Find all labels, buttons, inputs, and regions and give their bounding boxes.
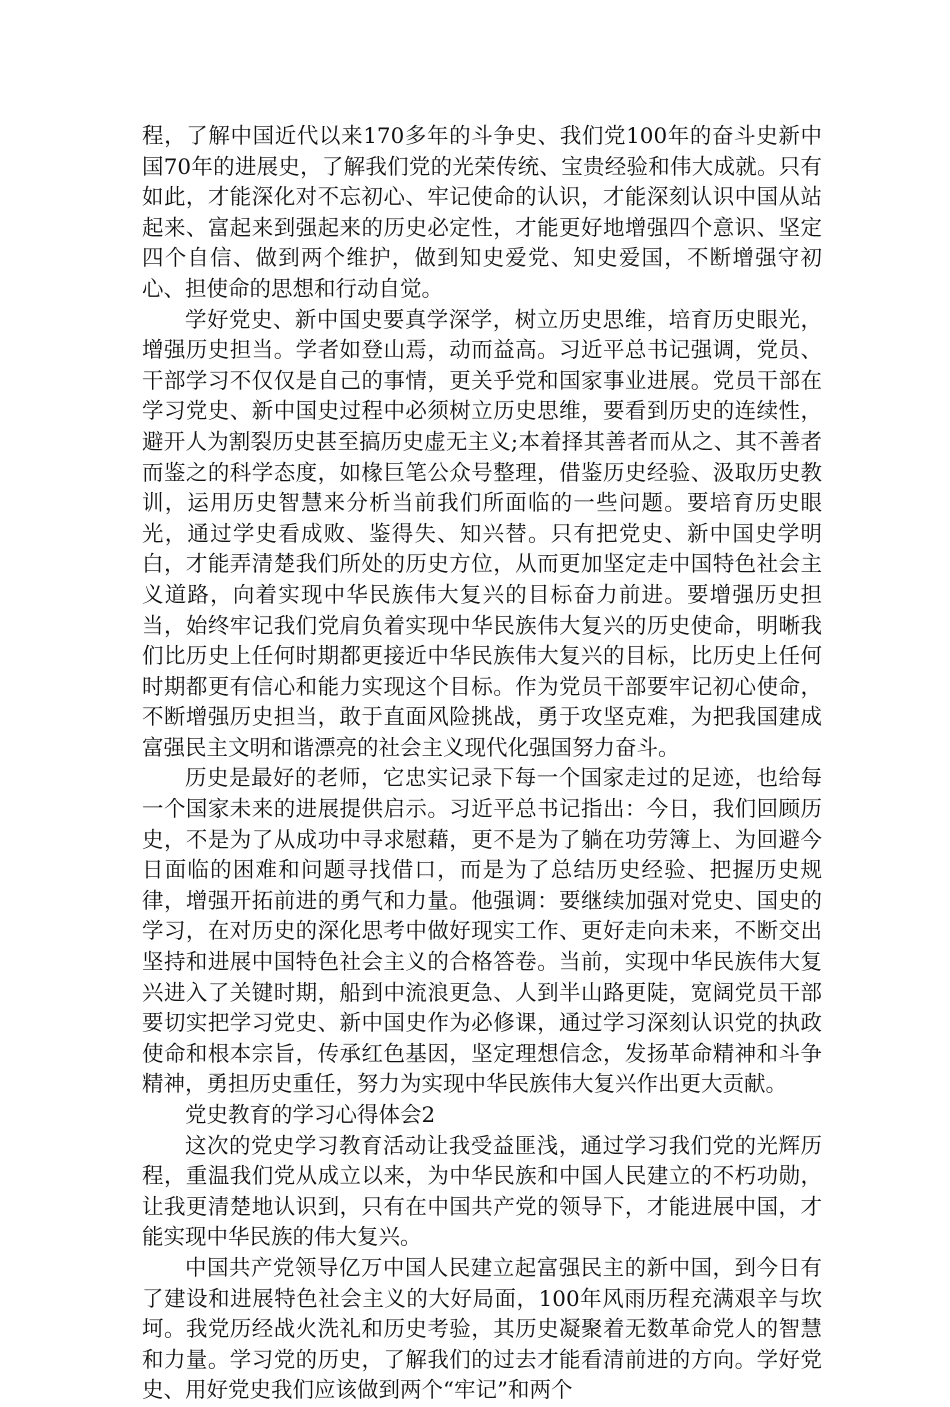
paragraph-2: 学好党史、新中国史要真学深学，树立历史思维，培育历史眼光，增强历史担当。学者如登山焉，动而益高。习近平总书记强调，党员、干部学习不仅仅是自己的事情，更关乎党和国家事业进展。党员干部在学习党史、新中国史过程中必须树立历史思维，要看到历史的连续性，避开人为割裂历史甚至搞历史虚无主义;本着择其善者而从之、其不善者而鉴之的科学态度，如椽巨笔公众号整理，借鉴历史经验、汲取历史教训，运用历史智慧来分析当前我们所面临的一些问题。要培育历史眼光，通过学史看成败、鉴得失、知兴替。只有把党史、新中国史学明白，才能弄清楚我们所处的历史方位，从而更加坚定走中国特色社会主义道路，向着实现中华民族伟大复兴的目标奋力前进。要增强历史担当，始终牢记我们党肩负着实现中华民族伟大复兴的历史使命，明晰我们比历史上任何时期都更接近中华民族伟大复兴的目标，比历史上任何时期都更有信心和能力实现这个目标。作为党员干部要牢记初心使命，不断增强历史担当，敢于直面风险挑战，勇于攻坚克难，为把我国建成富强民主文明和谐漂亮的社会主义现代化强国努力奋斗。 (142, 307, 822, 761)
paragraph-5: 中国共产党领导亿万中国人民建立起富强民主的新中国，到今日有了建设和进展特色社会主义的大好局面，100年风雨历程充满艰辛与坎坷。我党历经战火洗礼和历史考验，其历史凝聚着无数革命党人的智慧和力量。学习党的历史，了解我们的过去才能看清前进的方向。学好党史、用好党史我们应该做到两个“牢记”和两个 (142, 1255, 822, 1404)
section-heading: 党史教育的学习心得体会2 (185, 1103, 436, 1128)
paragraph-4: 这次的党史学习教育活动让我受益匪浅，通过学习我们党的光辉历程，重温我们党从成立以来，为中华民族和中国人民建立的不朽功勋，让我更清楚地认识到，只有在中国共产党的领导下，才能进展中国，才能实现中华民族的伟大复兴。 (142, 1133, 822, 1251)
paragraph-3: 历史是最好的老师，它忠实记录下每一个国家走过的足迹，也给每一个国家未来的进展提供启示。习近平总书记指出：今日，我们回顾历史，不是为了从成功中寻求慰藉，更不是为了躺在功劳簿上、为回避今日面临的困难和问题寻找借口，而是为了总结历史经验、把握历史规律，增强开拓前进的勇气和力量。他强调：要继续加强对党史、国史的学习，在对历史的深化思考中做好现实工作、更好走向未来，不断交出坚持和进展中国特色社会主义的合格答卷。当前，实现中华民族伟大复兴进入了关键时期，船到中流浪更急、人到半山路更陡，宽阔党员干部要切实把学习党史、新中国史作为必修课，通过学习深刻认识党的执政使命和根本宗旨，传承红色基因，坚定理想信念，发扬革命精神和斗争精神，勇担历史重任，努力为实现中华民族伟大复兴作出更大贡献。 (142, 766, 822, 1098)
paragraph-1: 程，了解中国近代以来170多年的斗争史、我们党100年的奋斗史新中国70年的进展史，了解我们党的光荣传统、宝贵经验和伟大成就。只有如此，才能深化对不忘初心、牢记使命的认识，才能深刻认识中国从站起来、富起来到强起来的历史必定性，才能更好地增强四个意识、坚定四个自信、做到两个维护，做到知史爱党、知史爱国，不断增强守初心、担使命的思想和行动自觉。 (142, 124, 822, 302)
document-page (142, 122, 822, 1407)
